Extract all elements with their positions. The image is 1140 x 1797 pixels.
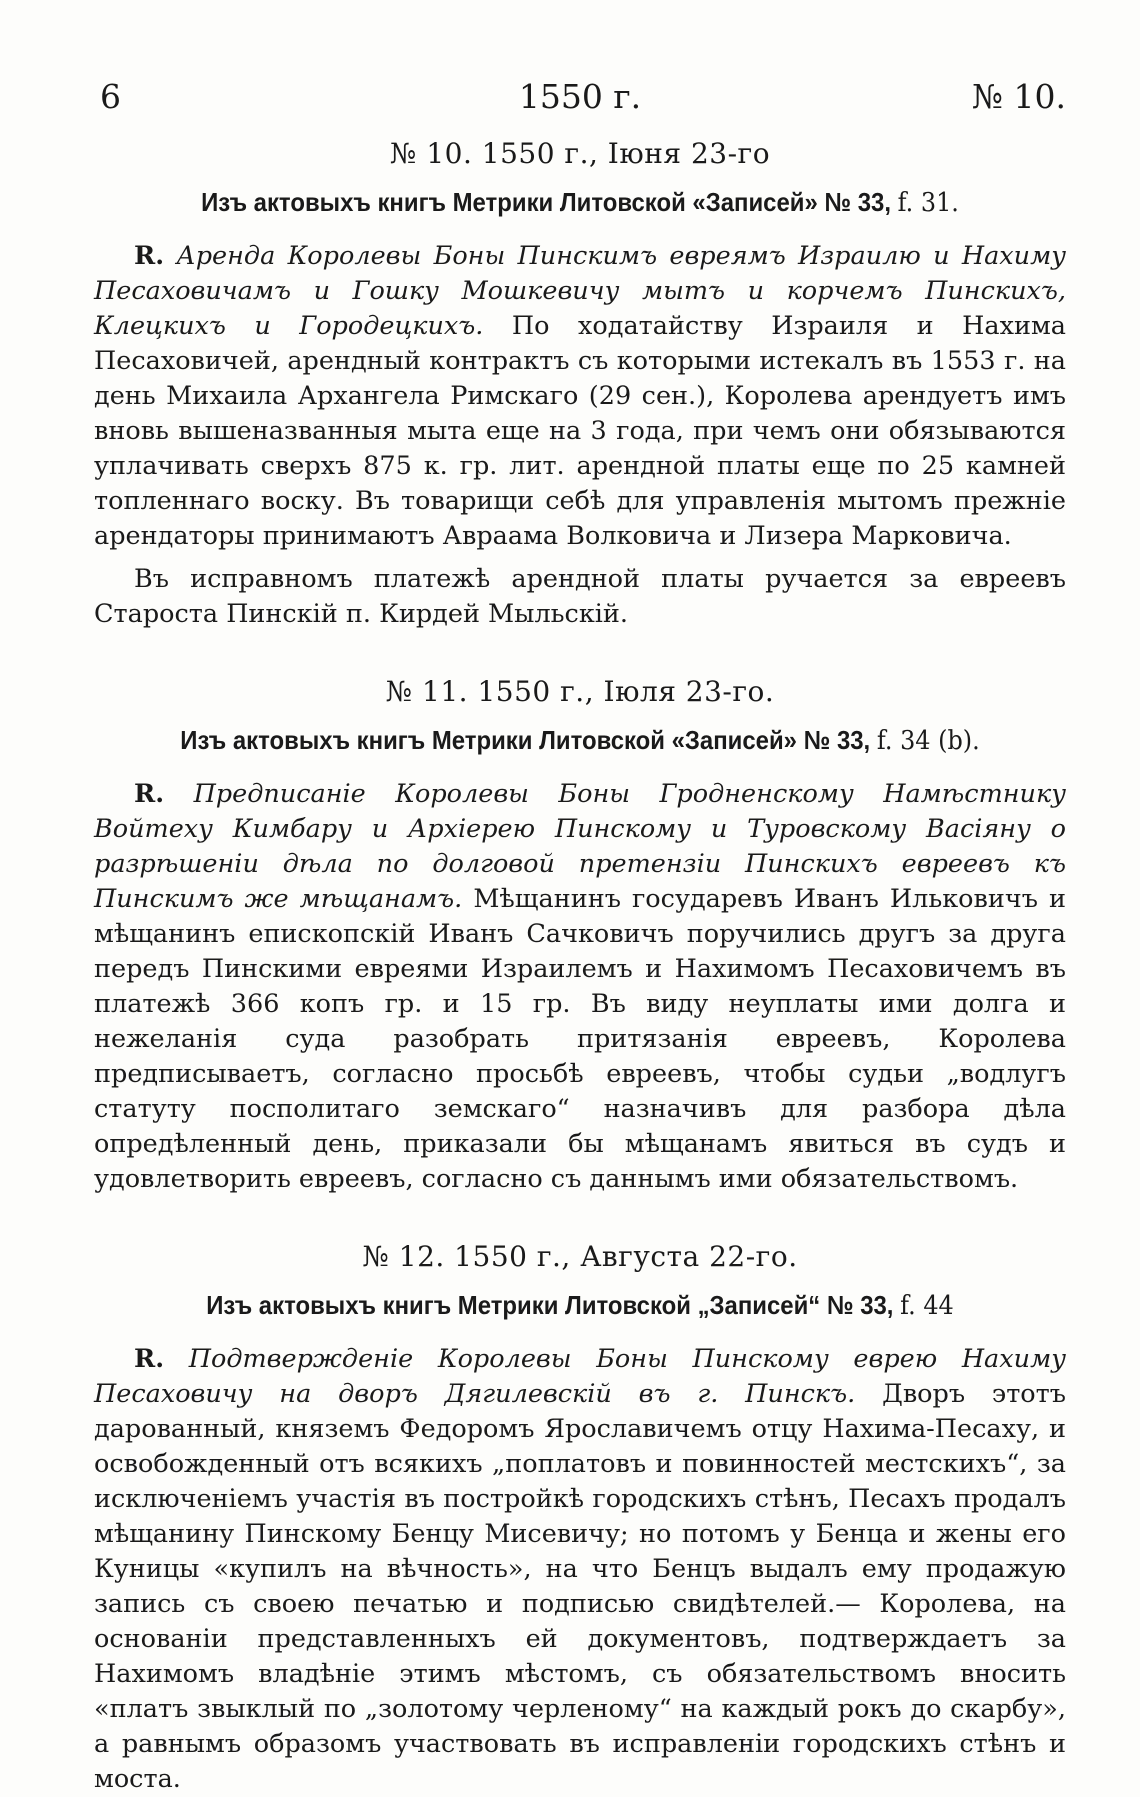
folio-ref: f. 44 (900, 1291, 954, 1321)
document-heading: № 10. 1550 г., Іюня 23-го (389, 137, 771, 170)
regest-mark: R. (134, 779, 165, 809)
running-doc-number: № 10. (971, 77, 1066, 116)
document-heading: № 12. 1550 г., Августа 22-го. (362, 1240, 798, 1273)
source-text: Изъ актовыхъ книгъ Метрики Литовской «Записей» № 33, (201, 187, 892, 217)
regest-mark: R. (134, 241, 165, 271)
document-body: Дворъ этотъ дарованный, княземъ Федоромъ Ярославичемъ отцу Нахима-Песаху, и освобожденный отъ всякихъ „поплатовъ и повинностей местскихъ“, за исключеніемъ участія въ постройкѣ городскихъ стѣнъ, Песахъ продалъ мѣщанину Пинскому Бенцу Мисевичу; но потомъ у Бенца и жены его Куницы «купилъ на вѣчность», на что Бенцъ выдалъ ему продажую запись съ своею печатью и подписью свидѣтелей.— Королева, на основаніи представленныхъ ей документовъ, подтверждаетъ за Нахимомъ владѣніе этимъ мѣстомъ, съ обязательствомъ вносить «платъ звыклый по „золотому черленому“ на каждый рокъ до скарбу», а равнымъ образомъ участвовать въ исправленіи городскихъ стѣнъ и моста. (94, 1379, 1066, 1794)
document-body: Мѣщанинъ государевъ Иванъ Ильковичъ и мѣщанинъ епископскій Иванъ Сачковичъ поручились другъ за друга передъ Пинскими евреями Израилемъ и Нахимомъ Песаховичемъ въ платежѣ 366 копъ гр. и 15 гр. Въ виду неуплаты ими долга и нежеланія суда разобрать притязанія евреевъ, Королева предписываетъ, согласно просьбѣ евреевъ, чтобы судьи „водлугъ статуту посполитаго земскаго“ назначивъ для разбора дѣла опредѣленный день, приказали бы мѣщанамъ явиться въ судъ и удовлетворить евреевъ, согласно съ даннымъ ими обязательствомъ. (94, 884, 1066, 1194)
page-number: 6 (100, 77, 121, 116)
document-heading: № 11. 1550 г., Іюля 23-го. (385, 675, 775, 708)
document-entry (94, 672, 1066, 1197)
regest-mark: R. (134, 1344, 165, 1374)
document-source (133, 720, 1027, 761)
running-head (94, 72, 1066, 122)
document-entry (94, 1237, 1066, 1797)
document-summary: Предписаніе Королевы Боны Гродненскому Намѣстнику Войтеху Кимбару и Архіерею Пинскому и Туровскому Васіяну о разрѣшеніи дѣла по долговой претензіи Пинскихъ евреевъ къ Пинскимъ же мѣщанамъ. (94, 779, 1067, 914)
page (94, 72, 1066, 1797)
document-extra-paragraph: Въ исправномъ платежѣ арендной платы ручается за евреевъ Староста Пинскій п. Кирдей Мыльскій. (94, 564, 1066, 629)
document-summary: Аренда Королевы Боны Пинскимъ евреямъ Израилю и Нахиму Песаховичамъ и Гошку Мошкевичу мытъ и корчемъ Пинскихъ, Клецкихъ и Городецкихъ. (94, 241, 1067, 341)
document-summary-paragraph (94, 1342, 1066, 1797)
document-summary: Подтвержденіе Королевы Боны Пинскому еврею Нахиму Песаховичу на дворъ Дягилевскій въ г. Пинскъ. (94, 1344, 1067, 1409)
folio-ref: f. 31. (897, 188, 959, 218)
folio-ref: f. 34 (b). (876, 726, 980, 756)
source-text: Изъ актовыхъ книгъ Метрики Литовской «Записей» № 33, (180, 725, 871, 755)
document-summary-paragraph (94, 239, 1066, 554)
document-summary-paragraph (94, 777, 1066, 1197)
source-text: Изъ актовыхъ книгъ Метрики Литовской „Записей“ № 33, (206, 1290, 894, 1320)
document-source (133, 182, 1027, 223)
document-entry (94, 134, 1066, 632)
document-source (133, 1285, 1027, 1326)
running-year: 1550 г. (518, 77, 642, 116)
document-body: По ходатайству Израиля и Нахима Песаховичей, арендный контрактъ съ которыми истекалъ въ 1553 г. на день Михаила Архангела Римскаго (29 сен.), Королева арендуетъ имъ вновь вышеназванныя мыта еще на 3 года, при чемъ они обязываются уплачивать сверхъ 875 к. гр. лит. арендной платы еще по 25 камней топленнаго воску. Въ товарищи себѣ для управленія мытомъ прежніе арендаторы принимаютъ Авраама Волковича и Лизера Марковича. (94, 311, 1067, 551)
